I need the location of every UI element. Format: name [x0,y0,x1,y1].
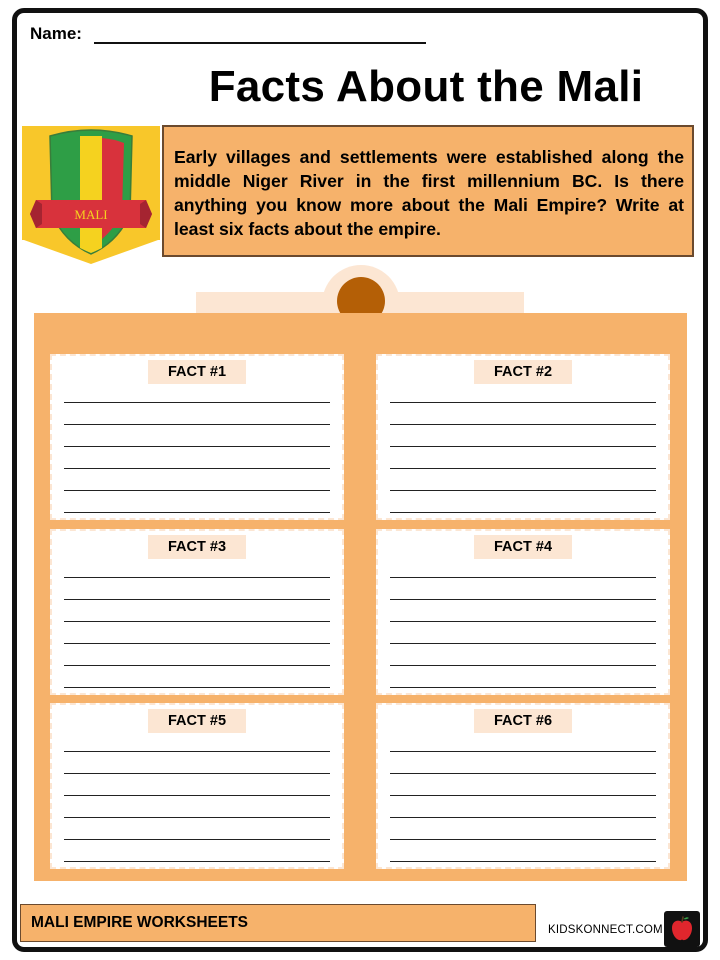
fact-card-5 [50,703,344,869]
name-label: Name: [30,24,82,43]
fact-label: FACT #5 [148,709,246,733]
fact-label: FACT #6 [474,709,572,733]
fact-card-4 [376,529,670,695]
page-title: Facts About the Mali [208,62,644,111]
intro-instructions [162,125,694,257]
fact-write-line[interactable] [64,643,330,644]
fact-write-line[interactable] [390,773,656,774]
fact-card-1 [50,354,344,520]
fact-write-line[interactable] [64,599,330,600]
fact-card-2 [376,354,670,520]
fact-write-line[interactable] [390,424,656,425]
fact-write-line[interactable] [390,751,656,752]
fact-write-line[interactable] [390,599,656,600]
fact-card-3 [50,529,344,695]
fact-write-line[interactable] [64,446,330,447]
fact-label: FACT #4 [474,535,572,559]
fact-write-line[interactable] [390,839,656,840]
fact-write-line[interactable] [64,817,330,818]
fact-write-line[interactable] [64,665,330,666]
fact-write-line[interactable] [64,773,330,774]
apple-icon [664,911,700,947]
footer-series-title: MALI EMPIRE WORKSHEETS [31,914,249,931]
fact-write-line[interactable] [64,577,330,578]
fact-write-line[interactable] [64,512,330,513]
fact-write-line[interactable] [390,795,656,796]
fact-card-6 [376,703,670,869]
fact-write-line[interactable] [64,490,330,491]
fact-write-line[interactable] [390,577,656,578]
name-write-line[interactable] [94,26,426,44]
fact-write-line[interactable] [390,512,656,513]
emblem-banner-text: MALI [74,207,108,222]
footer-series-bar [20,904,536,942]
fact-write-line[interactable] [390,468,656,469]
fact-write-line[interactable] [64,621,330,622]
fact-write-line[interactable] [390,490,656,491]
fact-write-line[interactable] [64,424,330,425]
fact-write-line[interactable] [390,643,656,644]
fact-write-line[interactable] [390,446,656,447]
fact-write-line[interactable] [64,687,330,688]
fact-write-line[interactable] [64,402,330,403]
mali-shield-icon [22,126,160,264]
fact-write-line[interactable] [390,402,656,403]
fact-write-line[interactable] [390,665,656,666]
fact-write-line[interactable] [64,795,330,796]
fact-label: FACT #3 [148,535,246,559]
fact-write-line[interactable] [64,468,330,469]
fact-write-line[interactable] [390,817,656,818]
fact-write-line[interactable] [64,839,330,840]
fact-write-line[interactable] [390,861,656,862]
fact-write-line[interactable] [64,861,330,862]
fact-write-line[interactable] [390,621,656,622]
fact-label: FACT #2 [474,360,572,384]
fact-label: FACT #1 [148,360,246,384]
fact-write-line[interactable] [64,751,330,752]
fact-write-line[interactable] [390,687,656,688]
name-field-row [30,20,426,44]
intro-text: Early villages and settlements were established along the middle Niger River in the first millennium BC. Is there anything you know more about the Mali Empire? Write at least six facts about the empire. [174,147,684,239]
footer-site[interactable]: KIDSKONNECT.COM [548,924,663,936]
